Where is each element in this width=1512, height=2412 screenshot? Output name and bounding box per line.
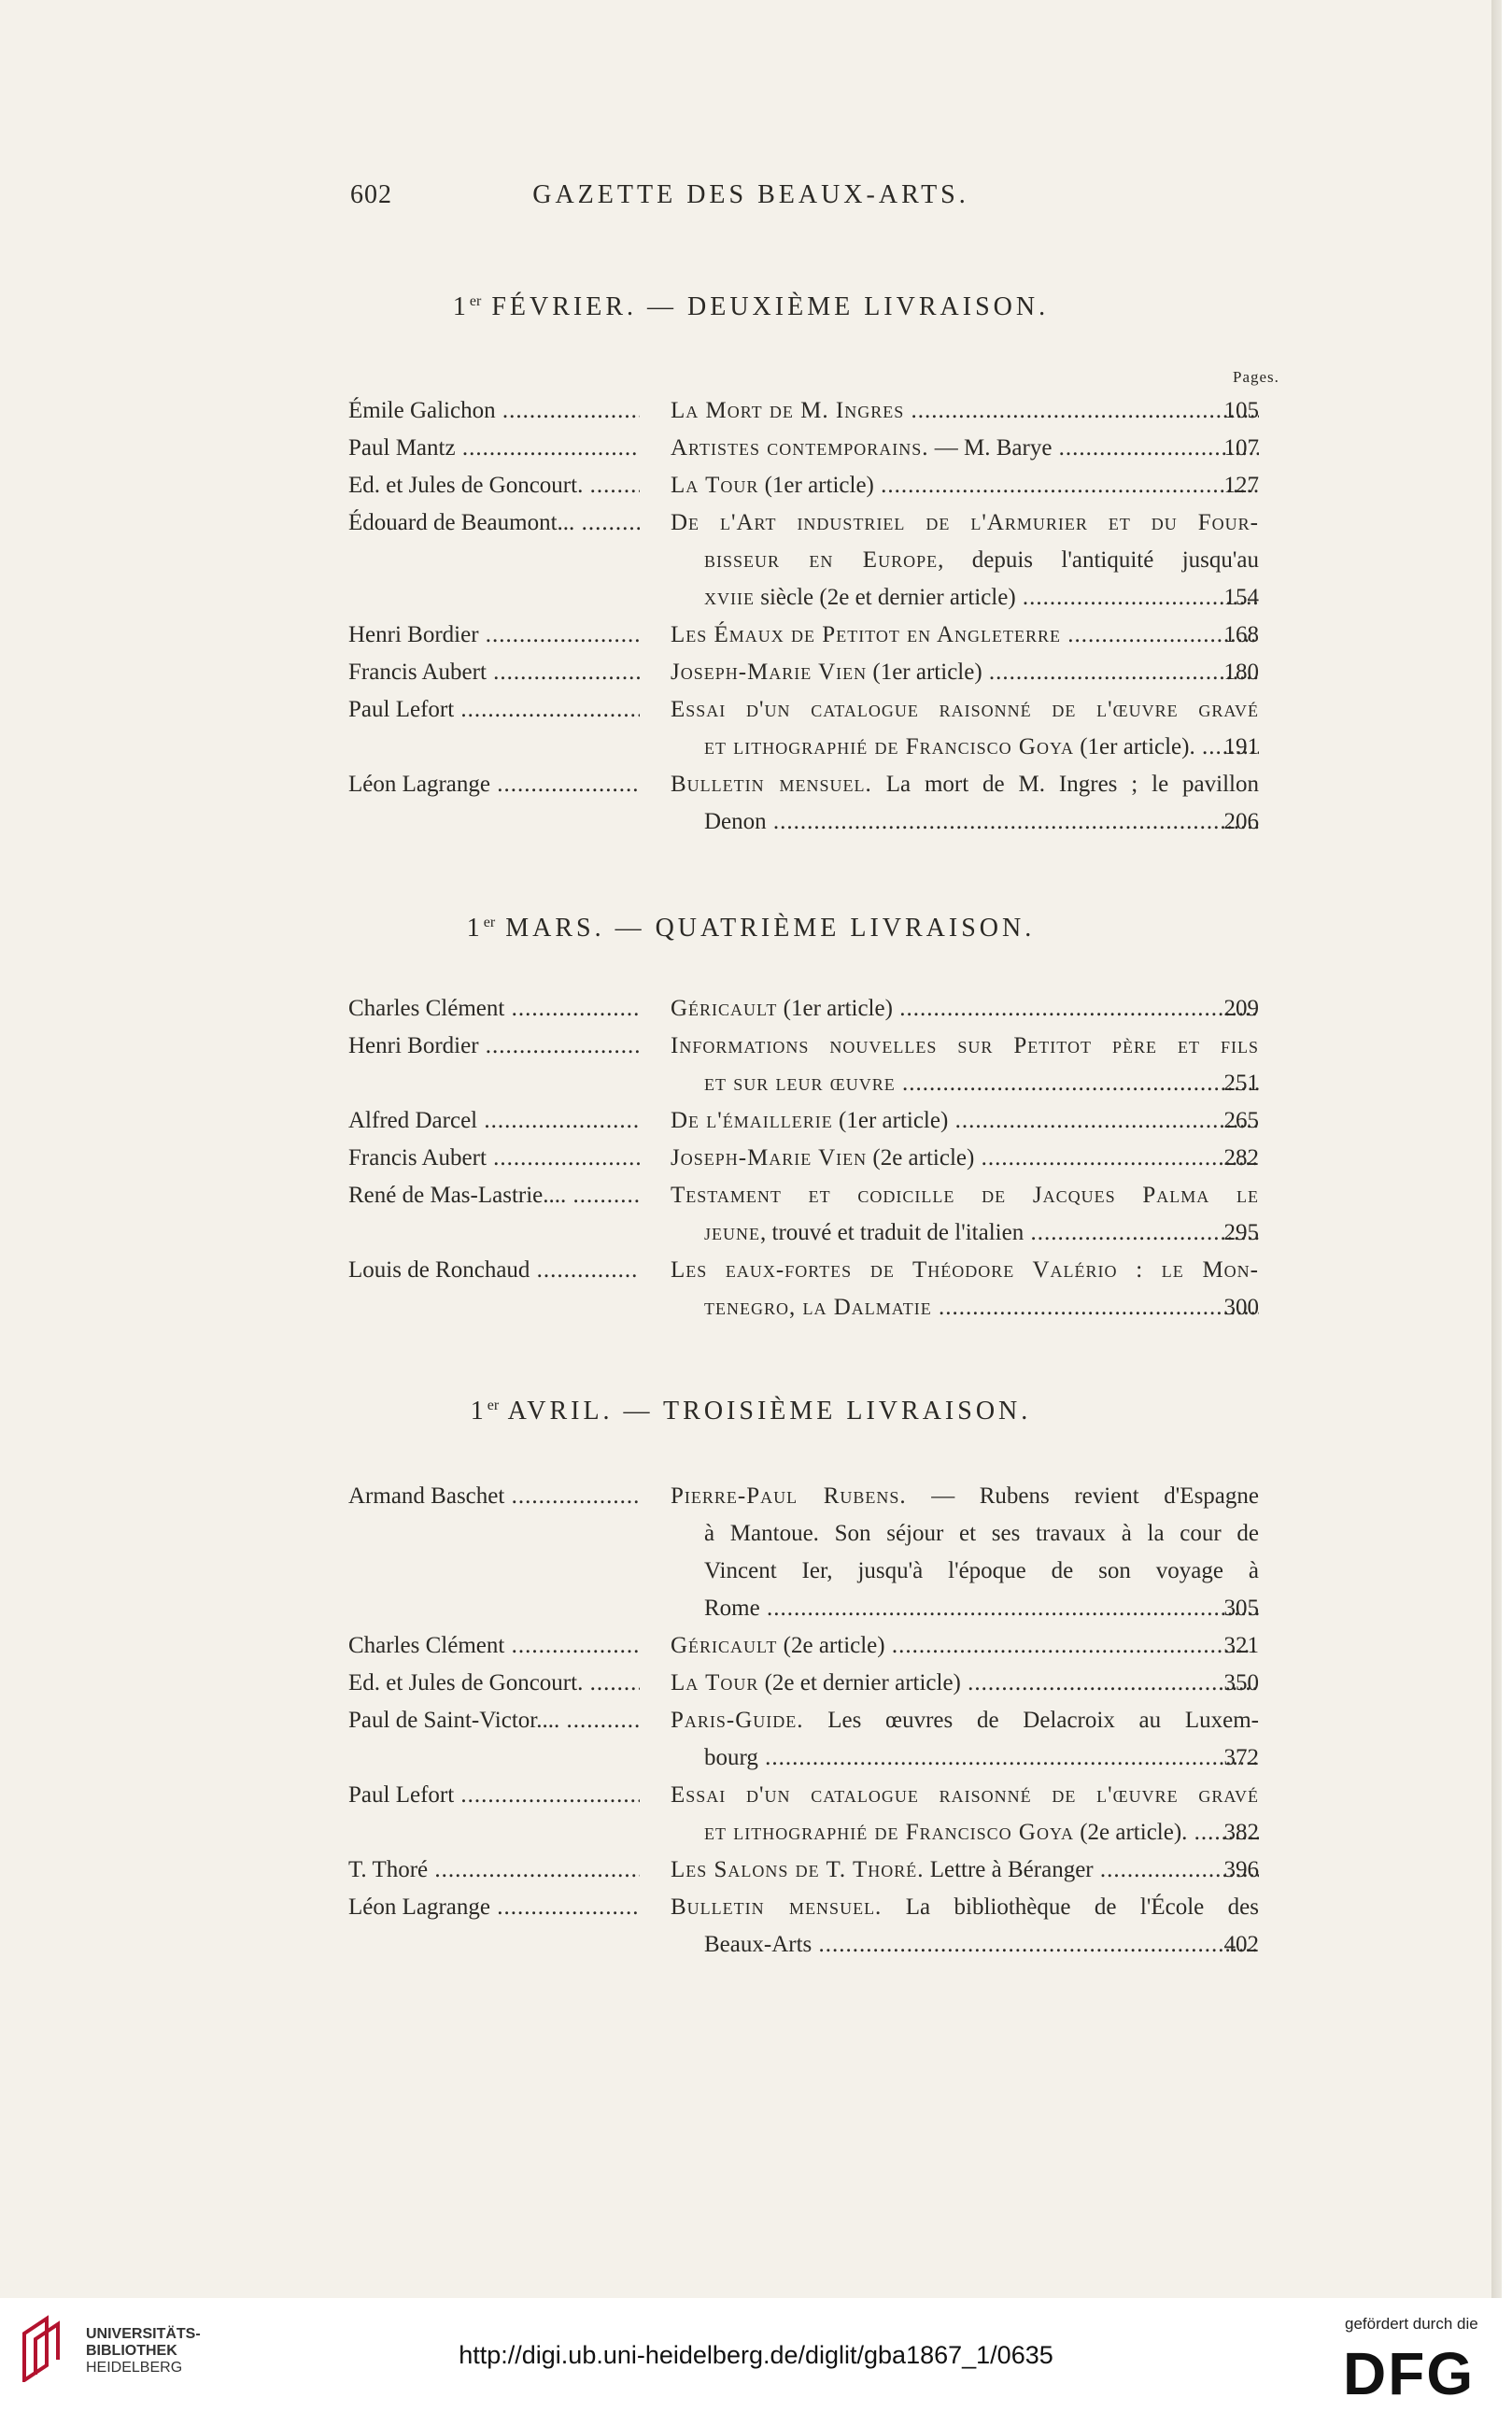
title-text: (1er article) bbox=[832, 1108, 949, 1133]
page-ref: 105 bbox=[1223, 398, 1259, 423]
section-title-avril: 1er AVRIL. — TROISIÈME LIVRAISON. bbox=[470, 1397, 1032, 1426]
work-title bbox=[671, 691, 1259, 766]
author-name: Charles Clément ..... bbox=[348, 1627, 640, 1665]
title-smallcaps: Géricault bbox=[671, 996, 778, 1021]
page-ref: 191 bbox=[1223, 734, 1259, 759]
title-smallcaps: Joseph-Marie Vien bbox=[671, 1145, 868, 1171]
title-smallcaps: Bulletin mensuel. bbox=[671, 772, 872, 797]
author-name: Paul de Saint-Victor.... ..... bbox=[348, 1702, 640, 1739]
toc-entry bbox=[348, 1028, 1348, 1102]
title-line bbox=[671, 1177, 1259, 1214]
title-line bbox=[671, 803, 1259, 841]
viewer-footer bbox=[0, 2298, 1512, 2412]
author-name: Léon Lagrange ..... bbox=[348, 1889, 640, 1926]
title-text: (1er article). bbox=[1073, 734, 1195, 759]
page-ref: 209 bbox=[1223, 996, 1259, 1021]
title-text: siècle (2e et dernier article) bbox=[754, 585, 1016, 610]
page-ref: 321 bbox=[1223, 1633, 1259, 1658]
title-smallcaps: bisseur en Europe bbox=[704, 547, 939, 573]
work-title bbox=[671, 766, 1259, 841]
page-ref: 295 bbox=[1223, 1220, 1259, 1245]
title-text: à Mantoue. Son séjour et ses travaux à la cour de bbox=[704, 1521, 1259, 1546]
toc-entry bbox=[348, 691, 1348, 766]
author-name: Émile Galichon ..... bbox=[348, 392, 640, 430]
toc-entry bbox=[348, 1852, 1348, 1889]
page-ref: 206 bbox=[1223, 809, 1259, 834]
work-title bbox=[671, 1252, 1259, 1327]
work-title bbox=[671, 1177, 1259, 1252]
toc-entry bbox=[348, 1889, 1348, 1964]
title-text: La bibliothèque de l'École des bbox=[882, 1894, 1259, 1920]
title-text: — Rubens revient d'Espagne bbox=[906, 1483, 1259, 1509]
title-line bbox=[671, 1515, 1259, 1553]
title-smallcaps: De l'Art industriel de l'Armurier et du Four- bbox=[671, 510, 1259, 535]
title-smallcaps: Testament et codicille de Jacques Palma le bbox=[671, 1183, 1259, 1208]
work-title bbox=[671, 1478, 1259, 1627]
title-line bbox=[671, 990, 1259, 1028]
page-ref: 402 bbox=[1223, 1932, 1259, 1957]
title-text: Rome bbox=[704, 1596, 760, 1621]
toc-entry bbox=[348, 1777, 1348, 1852]
work-title bbox=[671, 1702, 1259, 1777]
title-smallcaps: Informations nouvelles sur Petitot père et fils bbox=[671, 1033, 1259, 1058]
toc-entry bbox=[348, 1140, 1348, 1177]
author-name: Édouard de Beaumont... ..... bbox=[348, 504, 640, 542]
title-text: (1er article) bbox=[777, 996, 893, 1021]
title-line bbox=[671, 1140, 1259, 1177]
title-line bbox=[671, 1814, 1259, 1852]
page-ref: 382 bbox=[1223, 1820, 1259, 1845]
toc-entry bbox=[348, 617, 1348, 654]
title-smallcaps: Pierre-Paul Rubens. bbox=[671, 1483, 907, 1509]
work-title bbox=[671, 430, 1259, 467]
title-text: — M. Barye bbox=[928, 435, 1053, 461]
title-line bbox=[671, 766, 1259, 803]
title-line bbox=[671, 1702, 1259, 1739]
title-line bbox=[671, 430, 1259, 467]
title-line bbox=[671, 1889, 1259, 1926]
toc-entry bbox=[348, 1177, 1348, 1252]
title-text: (2e article). bbox=[1073, 1820, 1188, 1845]
work-title bbox=[671, 990, 1259, 1028]
author-name: Armand Baschet ..... bbox=[348, 1478, 640, 1515]
toc-entry bbox=[348, 1252, 1348, 1327]
page-ref: 282 bbox=[1223, 1145, 1259, 1171]
title-smallcaps: et lithographié de Francisco Goya bbox=[704, 734, 1074, 759]
title-line bbox=[671, 1777, 1259, 1814]
author-name: Henri Bordier ..... bbox=[348, 1028, 640, 1065]
title-line bbox=[671, 542, 1259, 579]
author-name: René de Mas-Lastrie.... ..... bbox=[348, 1177, 640, 1214]
title-smallcaps: tenegro, la Dalmatie bbox=[704, 1295, 932, 1320]
author-name: Louis de Ronchaud ..... bbox=[348, 1252, 640, 1289]
title-text: (2e article) bbox=[867, 1145, 975, 1171]
title-text: La mort de M. Ingres ; le pavillon bbox=[871, 772, 1259, 797]
work-title bbox=[671, 1665, 1259, 1702]
toc-entry bbox=[348, 392, 1348, 430]
page-edge bbox=[1491, 0, 1502, 2298]
title-smallcaps: La Tour bbox=[671, 1670, 759, 1695]
title-smallcaps: xviie bbox=[704, 585, 755, 610]
title-line bbox=[671, 1478, 1259, 1515]
section-title-fevrier: 1er FÉVRIER. — DEUXIÈME LIVRAISON. bbox=[452, 292, 1050, 321]
title-text: , trouvé et traduit de l'italien bbox=[760, 1220, 1024, 1245]
title-line bbox=[671, 1553, 1259, 1590]
funded-by-label: gefördert durch die bbox=[1345, 2315, 1478, 2333]
toc-entry bbox=[348, 467, 1348, 504]
journal-title: GAZETTE DES BEAUX-ARTS. bbox=[532, 180, 969, 209]
title-text: (1er article) bbox=[867, 660, 982, 685]
document-url[interactable]: http://digi.ub.uni-heidelberg.de/diglit/gba1867_1/0635 bbox=[459, 2341, 1053, 2369]
page-ref: 251 bbox=[1223, 1071, 1259, 1096]
work-title bbox=[671, 617, 1259, 654]
title-line bbox=[671, 392, 1259, 430]
toc-entry bbox=[348, 504, 1348, 617]
title-line bbox=[671, 1028, 1259, 1065]
pages-label: Pages. bbox=[1233, 368, 1279, 386]
author-name: Charles Clément ..... bbox=[348, 990, 640, 1028]
title-line bbox=[671, 504, 1259, 542]
title-smallcaps: Essai d'un catalogue raisonné de l'œuvre gravé bbox=[671, 1782, 1259, 1808]
toc-entry bbox=[348, 1702, 1348, 1777]
title-smallcaps: et sur leur œuvre bbox=[704, 1071, 896, 1096]
title-line bbox=[671, 1065, 1259, 1102]
title-line bbox=[671, 1926, 1259, 1964]
title-smallcaps: et lithographié de Francisco Goya bbox=[704, 1820, 1074, 1845]
title-text: Lettre à Béranger bbox=[924, 1857, 1094, 1882]
title-smallcaps: Essai d'un catalogue raisonné de l'œuvre gravé bbox=[671, 697, 1259, 722]
title-line bbox=[671, 1289, 1259, 1327]
work-title bbox=[671, 1777, 1259, 1852]
toc-section-avril bbox=[348, 1478, 1348, 1964]
toc-entry bbox=[348, 990, 1348, 1028]
page-ref: 350 bbox=[1223, 1670, 1259, 1695]
title-smallcaps: Joseph-Marie Vien bbox=[671, 660, 868, 685]
title-text: Denon bbox=[704, 809, 767, 834]
title-text: Les œuvres de Delacroix au Luxem- bbox=[803, 1708, 1259, 1733]
work-title bbox=[671, 1852, 1259, 1889]
toc-entry bbox=[348, 654, 1348, 691]
work-title bbox=[671, 392, 1259, 430]
toc-entry bbox=[348, 1665, 1348, 1702]
page-ref: 305 bbox=[1223, 1596, 1259, 1621]
page-ref: 300 bbox=[1223, 1295, 1259, 1320]
title-smallcaps: Les eaux-fortes de Théodore Valério : le Mon- bbox=[671, 1257, 1259, 1283]
page-ref: 107 bbox=[1223, 435, 1259, 461]
running-head bbox=[0, 180, 1502, 218]
page-ref: 154 bbox=[1223, 585, 1259, 610]
title-text: (1er article) bbox=[758, 473, 874, 498]
toc-section-fevrier bbox=[348, 392, 1348, 841]
title-text: Vincent Ier, jusqu'à l'époque de son voyage à bbox=[704, 1558, 1259, 1583]
title-smallcaps: Artistes contemporains. bbox=[671, 435, 929, 461]
title-line bbox=[671, 467, 1259, 504]
title-line bbox=[671, 1852, 1259, 1889]
title-text: (2e et dernier article) bbox=[758, 1670, 961, 1695]
author-name: Paul Mantz ..... bbox=[348, 430, 640, 467]
title-smallcaps: La Tour bbox=[671, 473, 759, 498]
title-line bbox=[671, 579, 1259, 617]
page-ref: 372 bbox=[1223, 1745, 1259, 1770]
author-name: Alfred Darcel ..... bbox=[348, 1102, 640, 1140]
work-title bbox=[671, 1140, 1259, 1177]
page-ref: 180 bbox=[1223, 660, 1259, 685]
library-name: UNIVERSITÄTS- BIBLIOTHEK HEIDELBERG bbox=[86, 2326, 201, 2376]
work-title bbox=[671, 504, 1259, 617]
work-title bbox=[671, 654, 1259, 691]
title-smallcaps: Géricault bbox=[671, 1633, 778, 1658]
toc-entry bbox=[348, 766, 1348, 841]
section-title-mars: 1er MARS. — QUATRIÈME LIVRAISON. bbox=[466, 914, 1036, 943]
page-number: 602 bbox=[350, 180, 392, 209]
work-title bbox=[671, 1028, 1259, 1102]
dfg-logo: DFG bbox=[1343, 2340, 1476, 2407]
author-name: Léon Lagrange ..... bbox=[348, 766, 640, 803]
toc-entry bbox=[348, 1478, 1348, 1627]
title-smallcaps: De l'émaillerie bbox=[671, 1108, 833, 1133]
title-line bbox=[671, 617, 1259, 654]
title-smallcaps: Les Émaux de Petitot en Angleterre bbox=[671, 622, 1062, 647]
toc-entry bbox=[348, 1627, 1348, 1665]
title-line bbox=[671, 691, 1259, 729]
title-smallcaps: Les Salons de T. Thoré. bbox=[671, 1857, 925, 1882]
page-ref: 168 bbox=[1223, 622, 1259, 647]
title-text: , depuis l'antiquité jusqu'au bbox=[938, 547, 1259, 573]
author-name: Henri Bordier ..... bbox=[348, 617, 640, 654]
work-title bbox=[671, 1102, 1259, 1140]
title-smallcaps: La Mort de M. Ingres bbox=[671, 398, 905, 423]
page-ref: 127 bbox=[1223, 473, 1259, 498]
title-smallcaps: Paris-Guide. bbox=[671, 1708, 804, 1733]
author-name: Francis Aubert ..... bbox=[348, 1140, 640, 1177]
title-text: Beaux-Arts bbox=[704, 1932, 813, 1957]
title-text: bourg bbox=[704, 1745, 758, 1770]
toc-entry bbox=[348, 430, 1348, 467]
author-name: Paul Lefort ..... bbox=[348, 1777, 640, 1814]
title-smallcaps: Bulletin mensuel. bbox=[671, 1894, 883, 1920]
toc-section-mars bbox=[348, 990, 1348, 1327]
author-name: Francis Aubert ..... bbox=[348, 654, 640, 691]
title-line bbox=[671, 729, 1259, 766]
title-line bbox=[671, 654, 1259, 691]
title-line bbox=[671, 1739, 1259, 1777]
work-title bbox=[671, 1889, 1259, 1964]
work-title bbox=[671, 467, 1259, 504]
title-text: (2e article) bbox=[777, 1633, 885, 1658]
title-line bbox=[671, 1214, 1259, 1252]
author-name: T. Thoré ..... bbox=[348, 1852, 640, 1889]
work-title bbox=[671, 1627, 1259, 1665]
page-ref: 265 bbox=[1223, 1108, 1259, 1133]
author-name: Paul Lefort ..... bbox=[348, 691, 640, 729]
title-line bbox=[671, 1590, 1259, 1627]
title-line bbox=[671, 1252, 1259, 1289]
title-line bbox=[671, 1665, 1259, 1702]
author-name: Ed. et Jules de Goncourt. ..... bbox=[348, 1665, 640, 1702]
author-name: Ed. et Jules de Goncourt. ..... bbox=[348, 467, 640, 504]
toc-entry bbox=[348, 1102, 1348, 1140]
title-smallcaps: jeune bbox=[704, 1220, 760, 1245]
title-line bbox=[671, 1627, 1259, 1665]
title-line bbox=[671, 1102, 1259, 1140]
page-ref: 396 bbox=[1223, 1857, 1259, 1882]
